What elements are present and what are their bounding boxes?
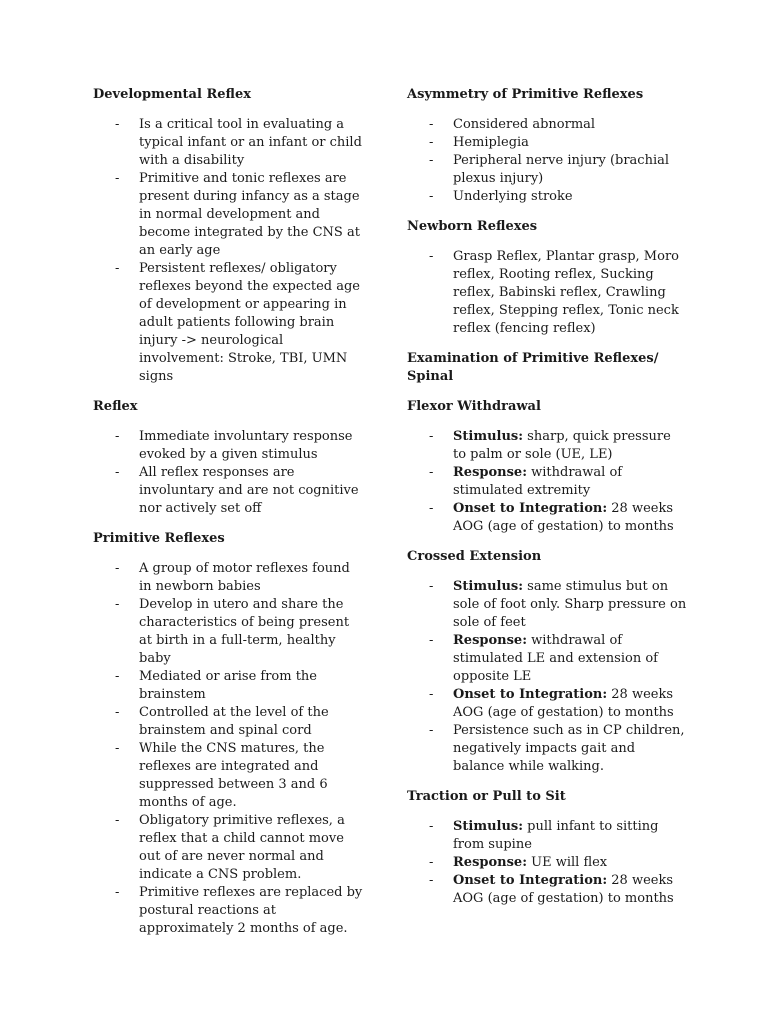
bullet-dash: - bbox=[429, 723, 434, 738]
bullet-dash: - bbox=[115, 813, 120, 828]
item-text: All reflex responses are involuntary and are not cognitive nor actively set off bbox=[139, 465, 359, 516]
bullet-dash: - bbox=[429, 465, 434, 480]
item-text: withdrawal of stimulated extremity bbox=[453, 465, 623, 498]
bullet-list bbox=[407, 428, 687, 536]
list-item bbox=[93, 170, 365, 260]
bullet-dash: - bbox=[429, 873, 434, 888]
left-column bbox=[93, 86, 365, 950]
list-item bbox=[93, 884, 365, 938]
item-label: Response: bbox=[453, 465, 527, 480]
list-item bbox=[93, 596, 365, 668]
bullet-dash: - bbox=[115, 885, 120, 900]
section-asymmetry-of-primitive-reflexes bbox=[407, 86, 687, 206]
section-crossed-extension bbox=[407, 548, 687, 776]
list-item bbox=[407, 722, 687, 776]
section-heading: Traction or Pull to Sit bbox=[407, 789, 566, 804]
item-label: Stimulus: bbox=[453, 579, 524, 594]
section-heading: Flexor Withdrawal bbox=[407, 399, 541, 414]
bullet-list bbox=[93, 560, 365, 938]
bullet-list bbox=[93, 116, 365, 386]
section-flexor-withdrawal bbox=[407, 398, 687, 536]
item-text: Controlled at the level of the brainstem and spinal cord bbox=[139, 705, 329, 738]
item-label: Onset to Integration: bbox=[453, 501, 608, 516]
item-label: Onset to Integration: bbox=[453, 873, 608, 888]
list-item bbox=[93, 560, 365, 596]
item-text: Primitive and tonic reflexes are present during infancy as a stage in normal development and become integrated by the CNS at an early age bbox=[139, 171, 360, 258]
item-label: Stimulus: bbox=[453, 429, 524, 444]
item-text: Considered abnormal bbox=[453, 117, 596, 132]
section-reflex bbox=[93, 398, 365, 518]
list-item bbox=[407, 578, 687, 632]
bullet-dash: - bbox=[429, 501, 434, 516]
bullet-dash: - bbox=[429, 249, 434, 264]
bullet-dash: - bbox=[115, 261, 120, 276]
section-examination-of-primitive-reflexes-spinal bbox=[407, 350, 687, 386]
list-item bbox=[407, 428, 687, 464]
item-text: Primitive reflexes are replaced by postural reactions at approximately 2 months of age. bbox=[139, 885, 363, 936]
list-item bbox=[407, 248, 687, 338]
section-primitive-reflexes bbox=[93, 530, 365, 938]
list-item bbox=[407, 632, 687, 686]
bullet-dash: - bbox=[115, 429, 120, 444]
item-text: same stimulus but on sole of foot only. Sharp pressure on sole of feet bbox=[453, 579, 687, 630]
section-heading: Reflex bbox=[93, 399, 138, 414]
list-item bbox=[407, 188, 687, 206]
item-text: A group of motor reflexes found in newborn babies bbox=[139, 561, 350, 594]
item-text: Persistence such as in CP children, negatively impacts gait and balance while walking. bbox=[453, 723, 685, 774]
list-item bbox=[407, 152, 687, 188]
item-text: 28 weeks AOG (age of gestation) to months bbox=[453, 873, 674, 906]
bullet-dash: - bbox=[115, 171, 120, 186]
list-item bbox=[407, 818, 687, 854]
bullet-dash: - bbox=[115, 117, 120, 132]
section-traction-or-pull-to-sit bbox=[407, 788, 687, 908]
list-item bbox=[407, 854, 687, 872]
list-item bbox=[93, 812, 365, 884]
bullet-dash: - bbox=[429, 135, 434, 150]
list-item bbox=[407, 872, 687, 908]
bullet-list bbox=[407, 248, 687, 338]
item-text: sharp, quick pressure to palm or sole (UE, LE) bbox=[453, 429, 671, 462]
bullet-dash: - bbox=[429, 153, 434, 168]
list-item bbox=[93, 668, 365, 704]
list-item bbox=[407, 500, 687, 536]
section-newborn-reflexes bbox=[407, 218, 687, 338]
item-text: Persistent reflexes/ obligatory reflexes beyond the expected age of development or appearing in adult patients following brain injury -> neurological involvement: Stroke, TBI, UMN signs bbox=[139, 261, 360, 384]
section-heading: Examination of Primitive Reflexes/ Spinal bbox=[407, 351, 659, 384]
bullet-dash: - bbox=[429, 687, 434, 702]
item-text: pull infant to sitting from supine bbox=[453, 819, 659, 852]
item-text: withdrawal of stimulated LE and extension of opposite LE bbox=[453, 633, 658, 684]
list-item bbox=[407, 464, 687, 500]
bullet-dash: - bbox=[115, 465, 120, 480]
bullet-list bbox=[407, 818, 687, 908]
item-text: Grasp Reflex, Plantar grasp, Moro reflex, Rooting reflex, Sucking reflex, Babinski reflex, Crawling reflex, Stepping reflex, Tonic neck reflex (fencing reflex) bbox=[453, 249, 679, 336]
item-text: 28 weeks AOG (age of gestation) to months bbox=[453, 501, 674, 534]
list-item bbox=[93, 116, 365, 170]
item-text: Peripheral nerve injury (brachial plexus injury) bbox=[453, 153, 670, 186]
bullet-dash: - bbox=[115, 597, 120, 612]
list-item bbox=[93, 704, 365, 740]
item-text: While the CNS matures, the reflexes are integrated and suppressed between 3 and 6 months of age. bbox=[139, 741, 328, 810]
item-label: Response: bbox=[453, 855, 527, 870]
right-column bbox=[407, 86, 687, 920]
section-heading: Crossed Extension bbox=[407, 549, 542, 564]
section-heading: Primitive Reflexes bbox=[93, 531, 225, 546]
item-text: Obligatory primitive reflexes, a reflex that a child cannot move out of are never normal and indicate a CNS problem. bbox=[139, 813, 345, 882]
list-item bbox=[93, 740, 365, 812]
bullet-dash: - bbox=[429, 117, 434, 132]
item-text: Hemiplegia bbox=[453, 135, 529, 150]
bullet-dash: - bbox=[429, 579, 434, 594]
bullet-list bbox=[407, 578, 687, 776]
item-text: UE will flex bbox=[527, 855, 608, 870]
bullet-list bbox=[407, 116, 687, 206]
list-item bbox=[407, 134, 687, 152]
list-item bbox=[93, 428, 365, 464]
list-item bbox=[407, 686, 687, 722]
bullet-dash: - bbox=[429, 855, 434, 870]
bullet-dash: - bbox=[429, 189, 434, 204]
section-heading: Newborn Reflexes bbox=[407, 219, 538, 234]
list-item bbox=[93, 260, 365, 386]
section-developmental-reflex bbox=[93, 86, 365, 386]
item-text: Underlying stroke bbox=[453, 189, 573, 204]
list-item bbox=[93, 464, 365, 518]
bullet-list bbox=[93, 428, 365, 518]
item-text: Immediate involuntary response evoked by a given stimulus bbox=[139, 429, 353, 462]
item-text: Is a critical tool in evaluating a typical infant or an infant or child with a disability bbox=[139, 117, 362, 168]
bullet-dash: - bbox=[115, 705, 120, 720]
item-text: 28 weeks AOG (age of gestation) to months bbox=[453, 687, 674, 720]
list-item bbox=[407, 116, 687, 134]
bullet-dash: - bbox=[115, 669, 120, 684]
bullet-dash: - bbox=[115, 741, 120, 756]
section-heading: Developmental Reflex bbox=[93, 87, 251, 102]
section-heading: Asymmetry of Primitive Reflexes bbox=[407, 87, 644, 102]
item-label: Response: bbox=[453, 633, 527, 648]
bullet-dash: - bbox=[429, 429, 434, 444]
bullet-dash: - bbox=[429, 819, 434, 834]
item-text: Mediated or arise from the brainstem bbox=[139, 669, 318, 702]
bullet-dash: - bbox=[115, 561, 120, 576]
item-label: Stimulus: bbox=[453, 819, 524, 834]
bullet-dash: - bbox=[429, 633, 434, 648]
item-label: Onset to Integration: bbox=[453, 687, 608, 702]
item-text: Develop in utero and share the characteristics of being present at birth in a full-term, healthy baby bbox=[139, 597, 350, 666]
